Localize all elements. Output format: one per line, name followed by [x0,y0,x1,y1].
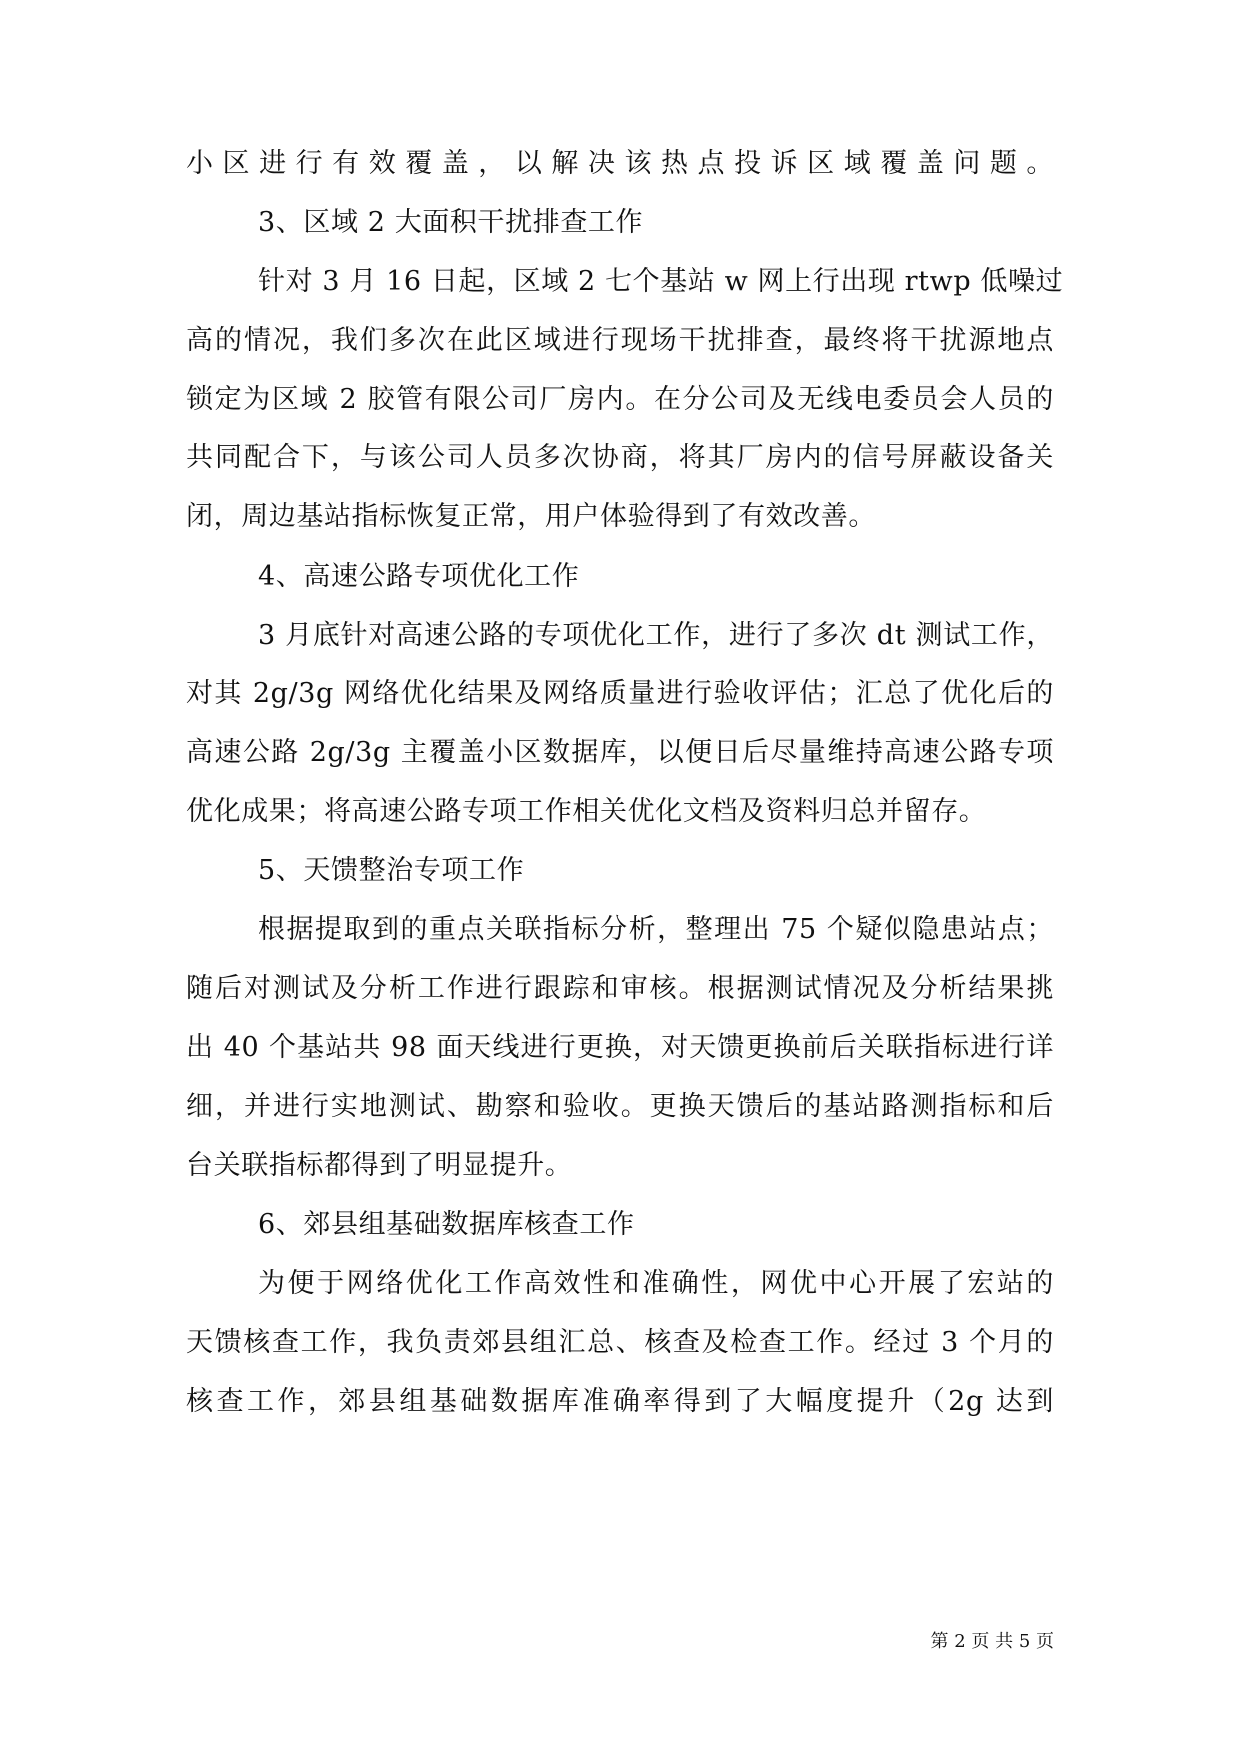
body-text-line: 天馈核查工作，我负责郊县组汇总、核查及检查工作。经过 3 个月的 [186,1327,1054,1358]
body-text-line: 细，并进行实地测试、勘察和验收。更换天馈后的基站路测指标和后 [186,1091,1054,1122]
body-text-line: 共同配合下，与该公司人员多次协商，将其厂房内的信号屏蔽设备关 [186,442,1054,473]
section-heading: 6、郊县组基础数据库核查工作 [258,1209,635,1240]
section-heading: 5、天馈整治专项工作 [258,855,525,886]
body-text-line: 出 40 个基站共 98 面天线进行更换，对天馈更换前后关联指标进行详 [186,1032,1054,1063]
body-text-line: 对其 2g/3g 网络优化结果及网络质量进行验收评估；汇总了优化后的 [186,678,1054,709]
body-text-line: 高的情况，我们多次在此区域进行现场干扰排查，最终将干扰源地点 [186,325,1054,356]
body-text-line: 针对 3 月 16 日起，区域 2 七个基站 w 网上行出现 rtwp 低噪过 [258,266,1064,297]
body-text-line: 锁定为区域 2 胶管有限公司厂房内。在分公司及无线电委员会人员的 [186,384,1054,415]
body-text-line: 闭，周边基站指标恢复正常，用户体验得到了有效改善。 [186,501,876,532]
body-text-line: 为便于网络优化工作高效性和准确性，网优中心开展了宏站的 [258,1268,1054,1299]
section-heading: 4、高速公路专项优化工作 [258,561,580,592]
body-text-line: 台关联指标都得到了明显提升。 [186,1150,573,1181]
section-heading: 3、区域 2 大面积干扰排查工作 [258,207,644,238]
body-text-line: 根据提取到的重点关联指标分析，整理出 75 个疑似隐患站点； [258,914,1054,945]
body-text-line: 核查工作，郊县组基础数据库准确率得到了大幅度提升（2g 达到 [186,1386,1054,1417]
body-text-line: 小区进行有效覆盖，以解决该热点投诉区域覆盖问题。 [186,148,1054,179]
body-text-line: 随后对测试及分析工作进行跟踪和审核。根据测试情况及分析结果挑 [186,973,1054,1004]
body-text-line: 优化成果；将高速公路专项工作相关优化文档及资料归总并留存。 [186,796,987,827]
body-text-line: 3 月底针对高速公路的专项优化工作，进行了多次 dt 测试工作， [258,620,1054,651]
page-number-footer: 第 2 页 共 5 页 [930,1631,1054,1652]
body-text-line: 高速公路 2g/3g 主覆盖小区数据库，以便日后尽量维持高速公路专项 [186,737,1054,768]
